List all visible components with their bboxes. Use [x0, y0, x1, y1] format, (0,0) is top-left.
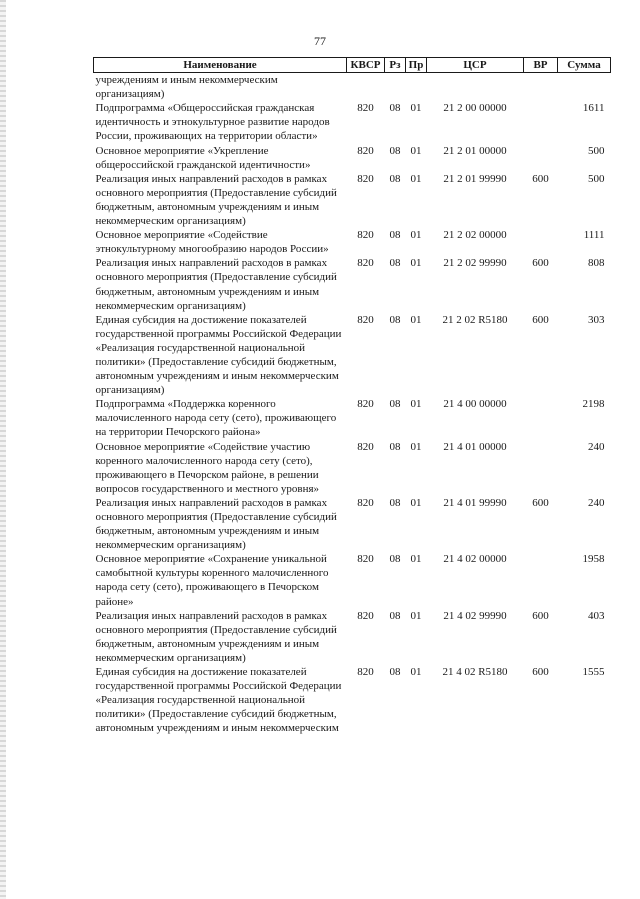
cell-vr [524, 101, 558, 143]
header-pr: Пр [406, 58, 427, 73]
cell-pr: 01 [410, 398, 422, 411]
cell-vr: 600 [532, 257, 549, 270]
cell-kvsr: 820 [357, 553, 374, 566]
cell-pr: 01 [410, 496, 422, 509]
cell-rz: 08 [389, 257, 401, 270]
table-row [94, 256, 611, 312]
cell-kvsr: 820 [357, 440, 374, 453]
cell-name: Основное мероприятие «Укрепление общероссийской гражданской идентичности» [95, 144, 311, 171]
cell-sum: 303 [588, 313, 605, 326]
table-row [94, 144, 611, 172]
cell-kvsr: 820 [357, 172, 374, 185]
cell-kvsr: 820 [357, 257, 374, 270]
header-vr: ВР [524, 58, 558, 73]
cell-name: Реализация иных направлений расходов в рамках основного мероприятия (Предоставление субсидий бюджетным, автономным учреждениям и иным некоммерческим организациям) [95, 496, 337, 552]
cell-rz: 08 [389, 172, 401, 185]
cell-vr [524, 440, 558, 496]
cell-rz: 08 [389, 666, 401, 679]
table-row [94, 313, 611, 398]
cell-sum: 500 [588, 144, 605, 157]
cell-vr [524, 73, 558, 102]
table-row [94, 665, 611, 735]
cell-vr: 600 [532, 609, 549, 622]
cell-csr: 21 4 01 00000 [443, 440, 507, 453]
cell-kvsr: 820 [357, 609, 374, 622]
cell-pr: 01 [410, 172, 422, 185]
cell-pr: 01 [410, 553, 422, 566]
cell-sum [558, 73, 611, 102]
cell-pr: 01 [410, 144, 422, 157]
cell-name: Основное мероприятие «Сохранение уникальной самобытной культуры коренного малочисленного народа сету (сето), проживающего в Печорском районе» [95, 553, 329, 608]
cell-name: Единая субсидия на достижение показателей государственной программы Российской Федерации «Реализация государственной национальной политики» (Предоставление субсидий бюджетным, автономным учреждениям и иным некоммерческим организациям) [95, 313, 342, 397]
table-row [94, 552, 611, 608]
cell-sum: 1958 [582, 553, 605, 566]
cell-kvsr [347, 73, 385, 102]
cell-kvsr: 820 [357, 229, 374, 242]
cell-csr: 21 2 01 99990 [443, 172, 507, 185]
cell-sum: 500 [588, 172, 605, 185]
cell-sum: 808 [588, 257, 605, 270]
table-row [94, 397, 611, 439]
cell-rz: 08 [389, 609, 401, 622]
cell-sum: 403 [588, 609, 605, 622]
cell-csr: 21 2 00 00000 [443, 102, 507, 115]
cell-pr [406, 73, 427, 102]
cell-sum: 1555 [582, 666, 605, 679]
cell-rz: 08 [389, 229, 401, 242]
cell-sum: 240 [588, 496, 605, 509]
table-row [94, 609, 611, 665]
cell-csr: 21 4 01 99990 [443, 496, 507, 509]
cell-rz: 08 [389, 313, 401, 326]
cell-csr: 21 2 02 00000 [443, 229, 507, 242]
cell-pr: 01 [410, 229, 422, 242]
cell-kvsr: 820 [357, 398, 374, 411]
cell-vr: 600 [532, 496, 549, 509]
table-row [94, 496, 611, 552]
cell-rz: 08 [389, 440, 401, 453]
cell-pr: 01 [410, 666, 422, 679]
cell-vr: 600 [532, 313, 549, 326]
cell-kvsr: 820 [357, 144, 374, 157]
header-kvsr: КВСР [347, 58, 385, 73]
cell-vr [524, 228, 558, 256]
cell-name: Основное мероприятие «Содействие участию коренного малочисленного народа сету (сето), проживающего в Печорском районе, в решении вопросов государственного и местного уровня» [95, 440, 320, 495]
cell-vr [524, 552, 558, 608]
cell-rz: 08 [389, 496, 401, 509]
table-row [94, 101, 611, 143]
cell-name: Реализация иных направлений расходов в рамках основного мероприятия (Предоставление субсидий бюджетным, автономным учреждениям и иным некоммерческим организациям) [95, 609, 337, 664]
cell-name: учреждениям и иным некоммерческим организациям) [95, 74, 278, 101]
cell-name: Реализация иных направлений расходов в рамках основного мероприятия (Предоставление субсидий бюджетным, автономным учреждениям и иным некоммерческим организациям) [95, 257, 337, 312]
budget-table [93, 57, 611, 736]
cell-name: Подпрограмма «Поддержка коренного малочисленного народа сету (сето), проживающего на территории Печорского района» [95, 398, 337, 439]
table-header-row [94, 58, 611, 73]
cell-name: Основное мероприятие «Содействие этнокультурному многообразию народов России» [95, 229, 329, 256]
cell-pr: 01 [410, 102, 422, 115]
cell-csr: 21 2 02 R5180 [442, 313, 508, 326]
cell-vr [524, 397, 558, 439]
cell-vr: 600 [532, 172, 549, 185]
header-csr: ЦСР [427, 58, 524, 73]
cell-rz [385, 73, 406, 102]
header-rz: Рз [385, 58, 406, 73]
cell-rz: 08 [389, 102, 401, 115]
table-body [94, 73, 611, 736]
table-row [94, 172, 611, 228]
cell-sum: 1611 [582, 102, 605, 115]
table-row [94, 440, 611, 496]
cell-pr: 01 [410, 609, 422, 622]
cell-kvsr: 820 [357, 666, 374, 679]
table-row [94, 228, 611, 256]
cell-rz: 08 [389, 553, 401, 566]
cell-csr [427, 73, 524, 102]
header-sum: Сумма [558, 58, 611, 73]
table-row [94, 73, 611, 102]
cell-rz: 08 [389, 398, 401, 411]
scan-edge [0, 0, 6, 899]
page-number: 77 [314, 34, 326, 48]
cell-pr: 01 [410, 313, 422, 326]
cell-name: Реализация иных направлений расходов в рамках основного мероприятия (Предоставление субсидий бюджетным, автономным учреждениям и иным некоммерческим организациям) [95, 172, 337, 228]
cell-sum: 2198 [582, 398, 605, 411]
cell-csr: 21 4 02 99990 [443, 609, 507, 622]
cell-name: Единая субсидия на достижение показателей государственной программы Российской Федерации «Реализация государственной национальной политики» (Предоставление субсидий бюджетным, автономным учреждениям и иным некоммерческим [95, 666, 342, 735]
cell-kvsr: 820 [357, 102, 374, 115]
cell-sum: 240 [588, 440, 605, 453]
cell-kvsr: 820 [357, 496, 374, 509]
cell-pr: 01 [410, 440, 422, 453]
cell-csr: 21 4 02 00000 [443, 553, 507, 566]
cell-name: Подпрограмма «Общероссийская гражданская идентичность и этнокультурное развитие народов России, проживающих на территории области» [95, 102, 330, 143]
header-name: Наименование [94, 58, 347, 73]
cell-csr: 21 4 02 R5180 [442, 666, 508, 679]
cell-vr: 600 [532, 666, 549, 679]
cell-csr: 21 2 02 99990 [443, 257, 507, 270]
cell-csr: 21 2 01 00000 [443, 144, 507, 157]
cell-vr [524, 144, 558, 172]
cell-rz: 08 [389, 144, 401, 157]
cell-pr: 01 [410, 257, 422, 270]
cell-csr: 21 4 00 00000 [443, 398, 507, 411]
cell-kvsr: 820 [357, 313, 374, 326]
cell-sum: 1111 [583, 229, 605, 242]
